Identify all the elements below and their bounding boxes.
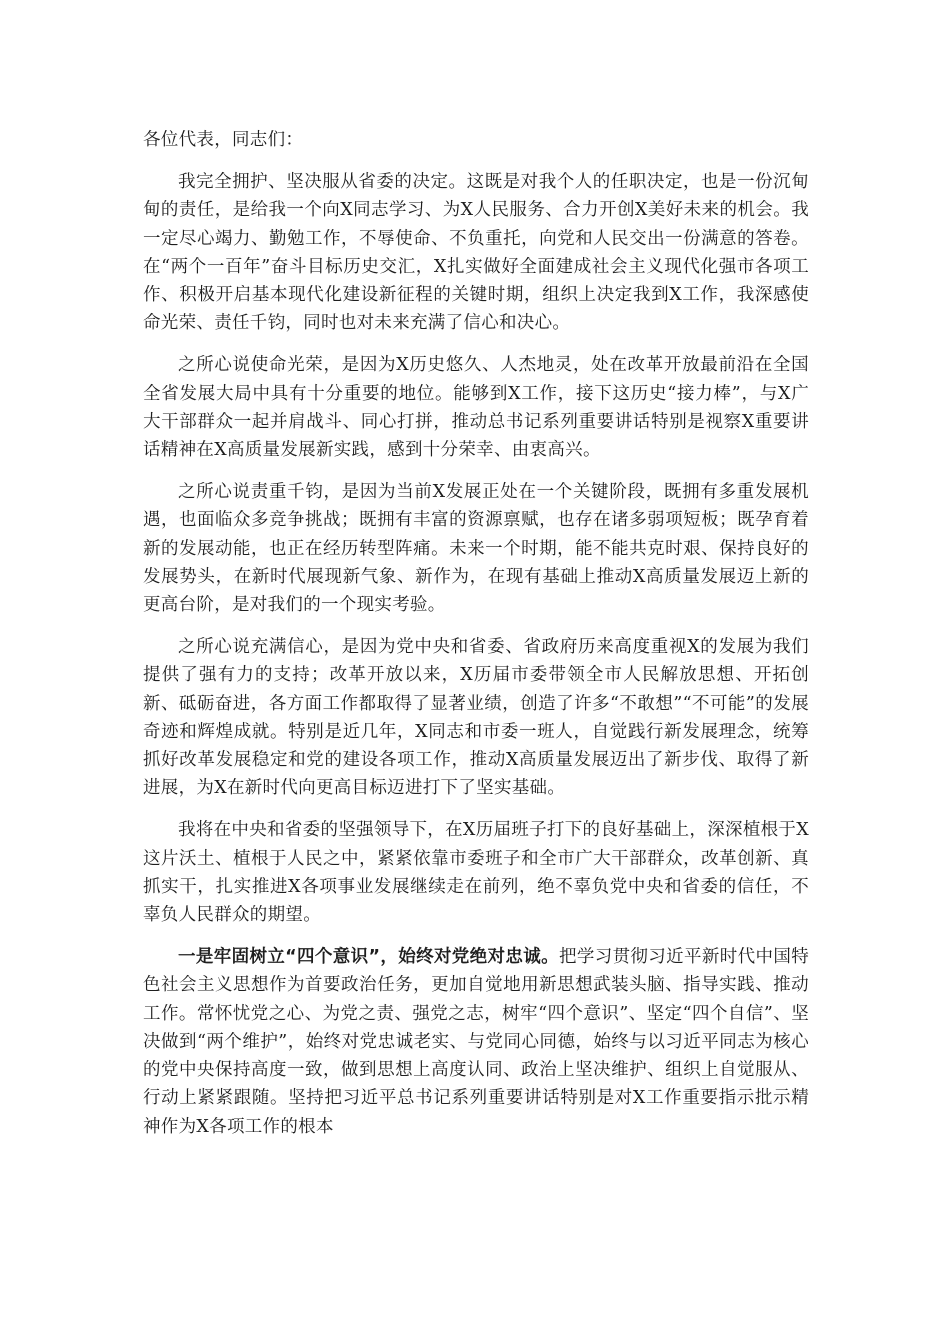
paragraph-confidence <box>143 633 809 802</box>
paragraph-appointment <box>143 168 809 337</box>
paragraph-text: 之所心说责重千钧，是因为当前X发展正处在一个关键阶段，既拥有多重发展机遇，也面临众多竞争挑战；既拥有丰富的资源禀赋，也存在诸多弱项短板；既孕育着新的发展动能，也正在经历转型阵痛。未来一个时期，能不能共克时艰、保持良好的发展势头，在新时代展现新气象、新作为，在现有基础上推动X高质量发展迈上新的更高台阶，是对我们的一个现实考验。 <box>143 482 809 616</box>
paragraph-text: 把学习贯彻习近平新时代中国特色社会主义思想作为首要政治任务，更加自觉地用新思想武装头脑、指导实践、推动工作。常怀忧党之心、为党之责、强党之志，树牢“四个意识”、坚定“四个自信”、坚决做到“两个维护”，始终对党忠诚老实、与党同心同德，始终与以习近平同志为核心的党中央保持高度一致，做到思想上高度认同、政治上坚决维护、组织上自觉服从、行动上紧紧跟随。坚持把习近平总书记系列重要讲话特别是对X工作重要指示批示精神作为X各项工作的根本 <box>143 947 809 1137</box>
paragraph-commitment <box>143 816 809 929</box>
paragraph-text: 我将在中央和省委的坚强领导下，在X历届班子打下的良好基础上，深深植根于X这片沃土、植根于人民之中，紧紧依靠市委班子和全市广大干部群众，改革创新、真抓实干，扎实推进X各项事业发展继续走在前列，绝不辜负党中央和省委的信任，不辜负人民群众的期望。 <box>143 820 809 926</box>
paragraph-responsibility <box>143 478 809 619</box>
paragraph-text: 我完全拥护、坚决服从省委的决定。这既是对我个人的任职决定，也是一份沉甸甸的责任，是给我一个向X同志学习、为X人民服务、合力开创X美好未来的机会。我一定尽心竭力、勤勉工作，不辱使命、不负重托，向党和人民交出一份满意的答卷。在“两个一百年”奋斗目标历史交汇，X扎实做好全面建成社会主义现代化强市各项工作、积极开启基本现代化建设新征程的关键时期，组织上决定我到X工作，我深感使命光荣、责任千钧，同时也对未来充满了信心和决心。 <box>143 172 809 334</box>
paragraph-glory <box>143 351 809 464</box>
paragraph-text: 之所心说充满信心，是因为党中央和省委、省政府历来高度重视X的发展为我们提供了强有力的支持；改革开放以来，X历届市委带领全市人民解放思想、开拓创新、砥砺奋进，各方面工作都取得了显著业绩，创造了许多“不敢想”“不可能”的发展奇迹和辉煌成就。特别是近几年，X同志和市委一班人，自觉践行新发展理念，统筹抓好改革发展稳定和党的建设各项工作，推动X高质量发展迈出了新步伐、取得了新进展，为X在新时代向更高目标迈进打下了坚实基础。 <box>143 637 809 799</box>
paragraph-point-one <box>143 943 809 1140</box>
paragraph-text: 之所心说使命光荣，是因为X历史悠久、人杰地灵，处在改革开放最前沿在全国全省发展大局中具有十分重要的地位。能够到X工作，接下这历史“接力棒”，与X广大干部群众一起并肩战斗、同心打拼，推动总书记系列重要讲话特别是视察X重要讲话精神在X高质量发展新实践，感到十分荣幸、由衷高兴。 <box>143 355 809 461</box>
paragraph-lead-heading: 一是牢固树立“四个意识”，始终对党绝对忠诚。 <box>178 947 559 968</box>
document-page <box>143 126 809 1155</box>
salutation: 各位代表，同志们： <box>143 130 304 150</box>
